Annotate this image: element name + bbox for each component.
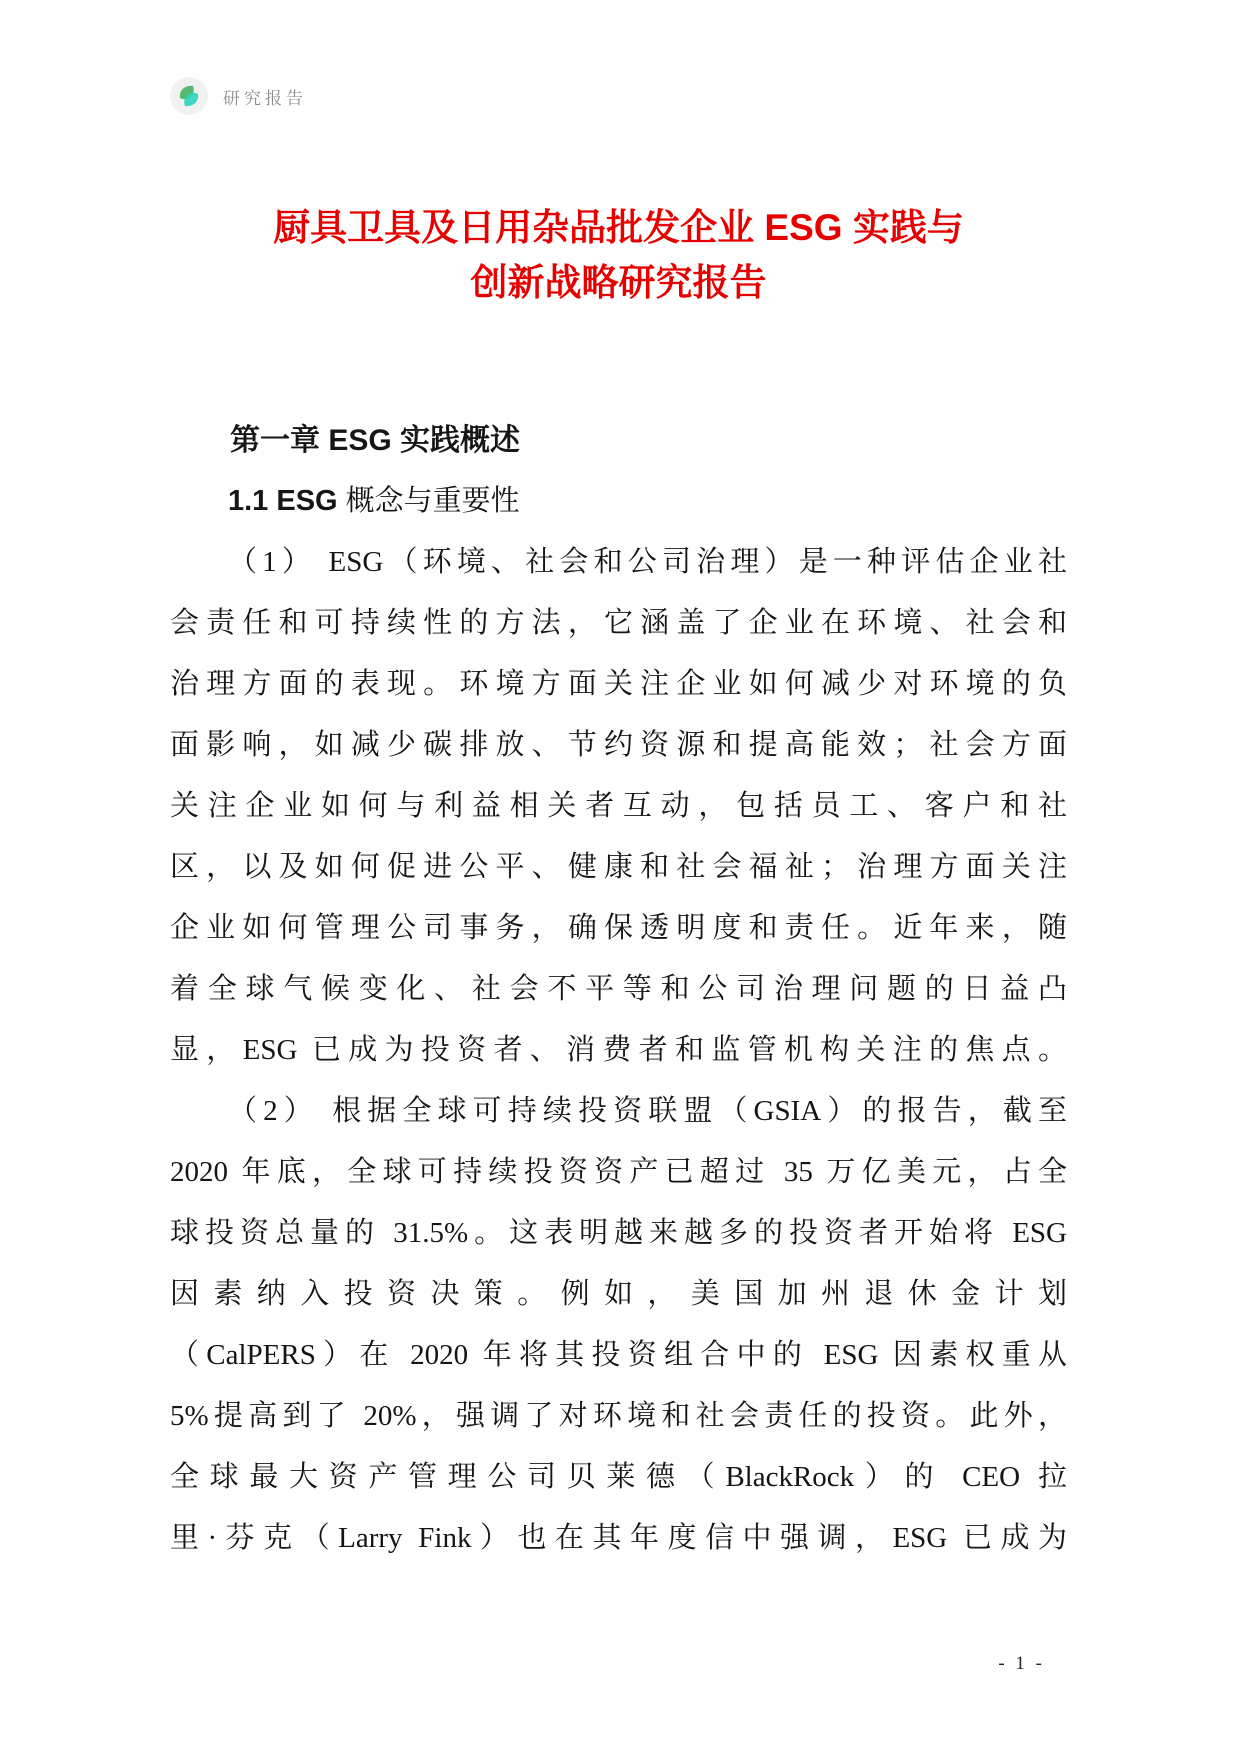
- text-line: 着全球气候变化、社会不平等和公司治理问题的日益凸: [170, 973, 1067, 1005]
- paragraph-1: [170, 532, 1067, 1081]
- text-line: 企业如何管理公司事务，确保透明度和责任。近年来，随: [170, 912, 1067, 944]
- text-line: （CalPERS）在 2020 年将其投资组合中的 ESG 因素权重从: [170, 1339, 1067, 1371]
- section-heading: [170, 471, 1067, 532]
- page-number: - 1 -: [998, 1653, 1045, 1674]
- text-line: （1） ESG（环境、社会和公司治理）是一种评估企业社: [228, 546, 1067, 578]
- brand-label: 研究报告: [223, 88, 307, 108]
- chapter-heading: 第一章 ESG 实践概述: [230, 424, 521, 457]
- brand-logo-icon: [170, 77, 208, 115]
- report-title-line1: 厨具卫具及日用杂品批发企业 ESG 实践与: [273, 207, 964, 248]
- page-footer: [998, 1653, 1045, 1675]
- text-line: 2020 年底，全球可持续投资资产已超过 35 万亿美元，占全: [170, 1156, 1067, 1188]
- brand-header: [170, 76, 1067, 116]
- text-line: 治理方面的表现。环境方面关注企业如何减少对环境的负: [170, 668, 1067, 700]
- section-number: 1.1 ESG: [228, 485, 346, 517]
- text-line: 因素纳入投资决策。例如，美国加州退休金计划: [170, 1278, 1067, 1310]
- text-line: 显，ESG 已成为投资者、消费者和监管机构关注的焦点。: [170, 1034, 1067, 1066]
- text-line: 面影响，如减少碳排放、节约资源和提高能效；社会方面: [170, 729, 1067, 761]
- text-line: 关注企业如何与利益相关者互动，包括员工、客户和社: [170, 790, 1067, 822]
- paragraph-2: [170, 1081, 1067, 1569]
- text-line: 会责任和可持续性的方法，它涵盖了企业在环境、社会和: [170, 607, 1067, 639]
- text-line: 球投资总量的 31.5%。这表明越来越多的投资者开始将 ESG: [170, 1217, 1067, 1249]
- report-title: [170, 200, 1067, 310]
- text-line: 5%提高到了 20%，强调了对环境和社会责任的投资。此外，: [170, 1400, 1067, 1432]
- text-line: 全球最大资产管理公司贝莱德（BlackRock）的 CEO 拉: [170, 1461, 1067, 1493]
- text-line: 里·芬克（Larry Fink）也在其年度信中强调，ESG 已成为: [170, 1522, 1067, 1554]
- text-line: 区，以及如何促进公平、健康和社会福祉；治理方面关注: [170, 851, 1067, 883]
- text-line: （2） 根据全球可持续投资联盟（GSIA）的报告，截至: [228, 1095, 1067, 1127]
- report-title-line2: 创新战略研究报告: [470, 262, 767, 303]
- section-title-text: 概念与重要性: [345, 485, 520, 517]
- body-text: [170, 532, 1067, 1569]
